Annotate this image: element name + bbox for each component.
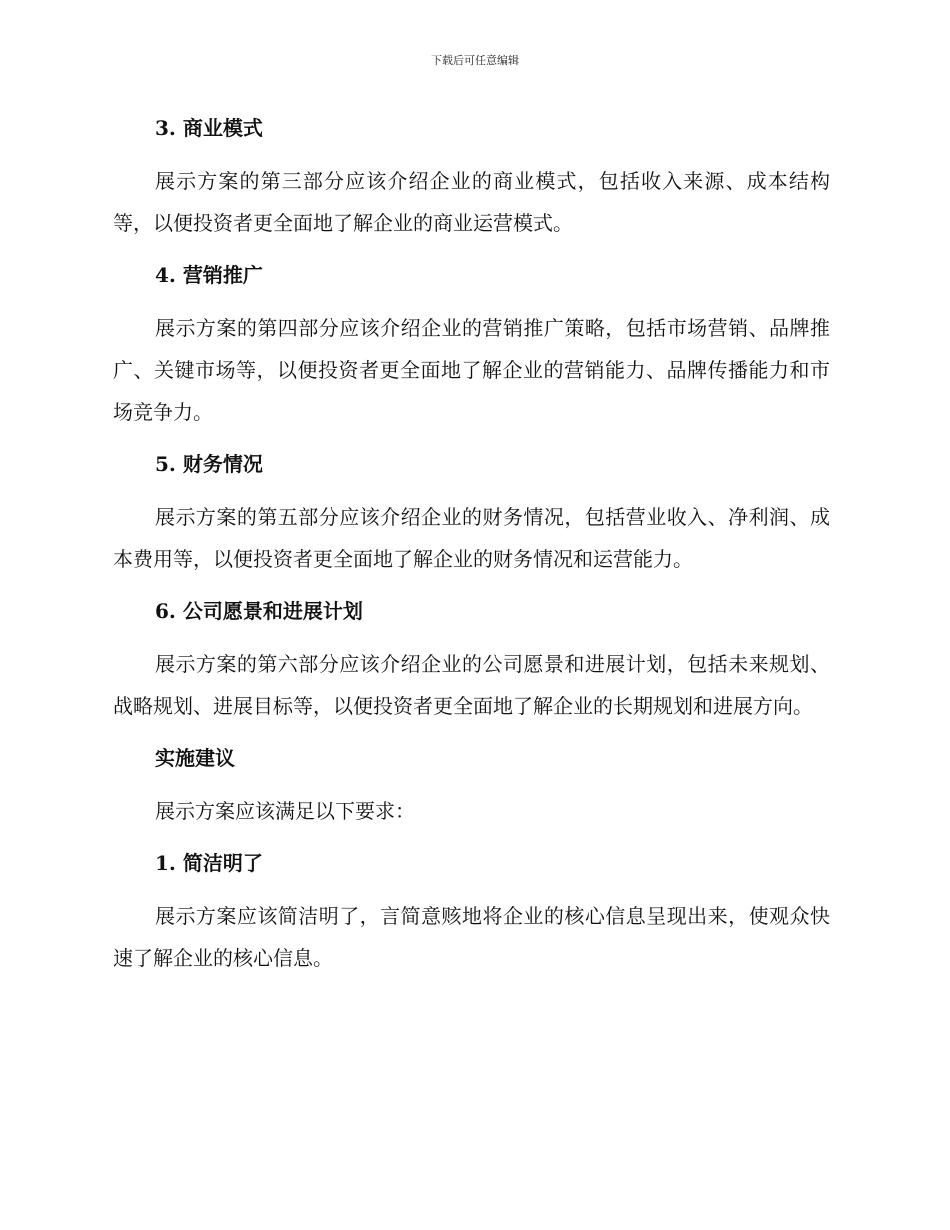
page-header: 下载后可任意编辑 <box>431 54 519 67</box>
section-heading-marketing: 4. 营销推广 <box>155 263 263 287</box>
section-heading-finance: 5. 财务情况 <box>155 452 263 476</box>
document-body <box>113 108 830 979</box>
section-body-finance: 展示方案的第五部分应该介绍企业的财务情况，包括营业收入、净利润、成本费用等，以便投资者更全面地了解企业的财务情况和运营能力。 <box>113 505 830 571</box>
section-body-vision-plan: 展示方案的第六部分应该介绍企业的公司愿景和进展计划，包括未来规划、战略规划、进展目标等，以便投资者更全面地了解企业的长期规划和进展方向。 <box>113 652 830 718</box>
section-body-business-model: 展示方案的第三部分应该介绍企业的商业模式，包括收入来源、成本结构等，以便投资者更全面地了解企业的商业运营模式。 <box>113 169 830 235</box>
section-heading-vision-plan: 6. 公司愿景和进展计划 <box>155 599 363 623</box>
section-body-implementation: 展示方案应该满足以下要求： <box>155 799 415 823</box>
section-body-concise: 展示方案应该简洁明了，言简意赅地将企业的核心信息呈现出来，使观众快速了解企业的核心信息。 <box>113 904 830 970</box>
section-heading-concise: 1. 简洁明了 <box>155 851 263 875</box>
section-body-marketing: 展示方案的第四部分应该介绍企业的营销推广策略，包括市场营销、品牌推广、关键市场等，以便投资者更全面地了解企业的营销能力、品牌传播能力和市场竞争力。 <box>113 316 830 424</box>
section-heading-business-model: 3. 商业模式 <box>155 116 263 140</box>
section-heading-implementation: 实施建议 <box>155 746 235 770</box>
